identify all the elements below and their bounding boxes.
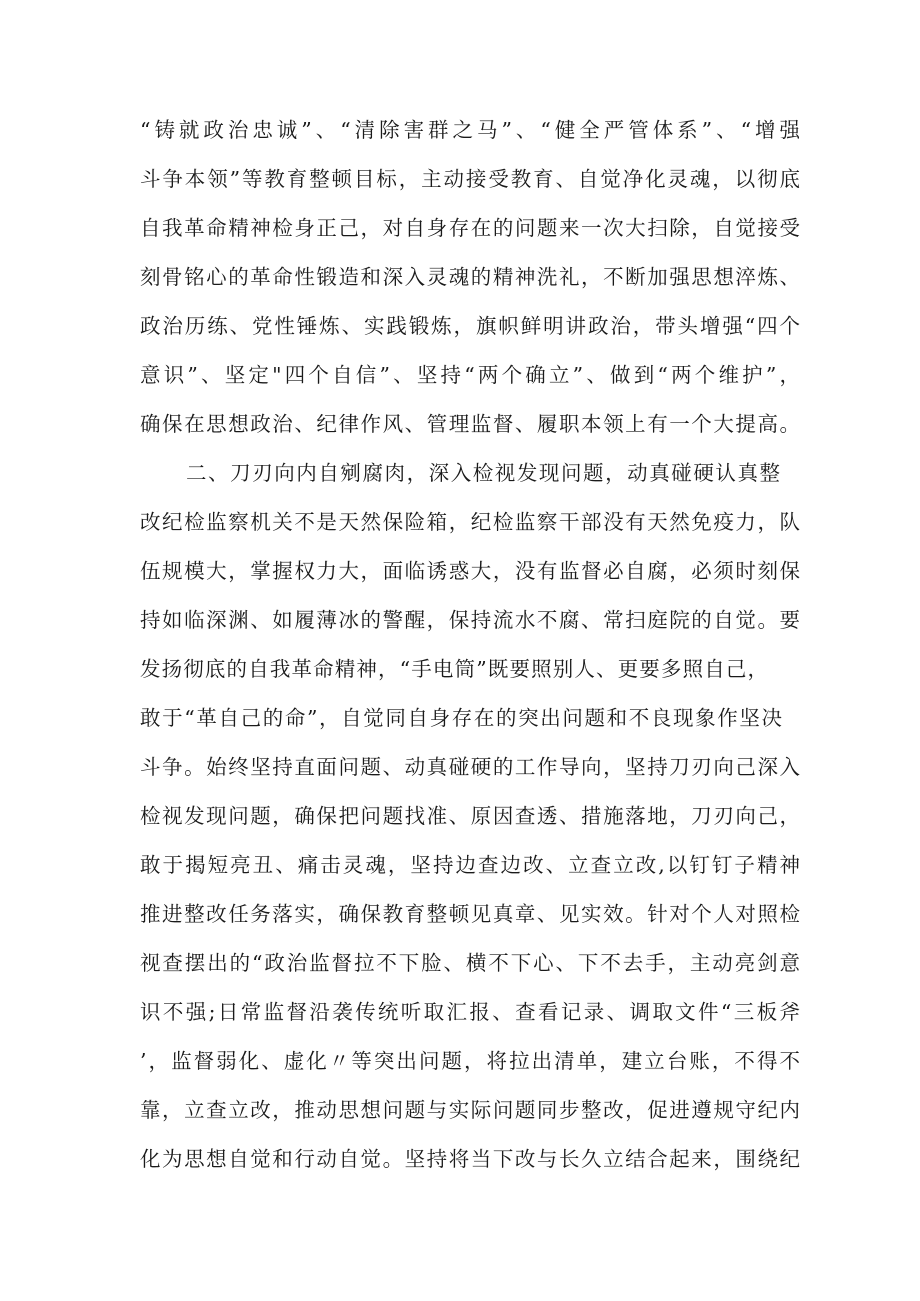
text-line: 确保在思想政治、纪律作风、管理监督、履职本领上有一个大提高。 [140,412,800,436]
text-line: 发扬彻底的自我革命精神，“手电筒”既要照别人、更要多照自己， [140,657,768,681]
text-line: 改纪检监察机关不是天然保险箱，纪检监察干部没有天然免疫力，队 [140,510,800,534]
text-line: 视查摆出的“政治监督拉不下脸、横不下心、下不去手，主动亮剑意 [140,951,800,975]
text-line: 意识”、坚定"四个自信”、坚持“两个确立”、做到“两个维护”， [140,363,800,387]
text-line: 刻骨铭心的革命性锻造和深入灵魂的精神洗礼，不断加强思想淬炼、 [140,265,800,289]
section-heading-line: 二、刀刃向内自剜腐肉，深入检视发现问题，动真碰硬认真整 [186,461,780,485]
text-line: 靠，立查立改，推动思想问题与实际问题同步整改，促进遵规守纪内 [140,1098,800,1122]
text-line: 自我革命精神检身正己，对自身存在的问题来一次大扫除，自觉接受 [140,216,800,240]
text-line: 伍规模大，掌握权力大，面临诱惑大，没有监督必自腐，必须时刻保 [140,559,800,583]
text-line: 检视发现问题，确保把问题找准、原因查透、措施落地，刀刃向己， [140,804,800,828]
text-line: 敢于“革自己的命”，自觉同自身存在的突出问题和不良现象作坚决 [140,706,782,730]
text-line: 斗争。始终坚持直面问题、动真碰硬的工作导向，坚持刀刃向己深入 [140,755,800,779]
text-line: 识不强;日常监督沿袭传统听取汇报、查看记录、调取文件“三板斧 [140,1000,800,1024]
text-line: 政治历练、党性锤炼、实践锻炼，旗帜鲜明讲政治，带头增强“四个 [140,314,800,338]
text-line: “铸就政治忠诚”、“清除害群之马”、“健全严管体系”、“增强 [140,118,800,142]
text-line: 敢于揭短亮丑、痛击灵魂，坚持边查边改、立查立改,以钉钉子精神 [140,853,800,877]
text-line: 推进整改任务落实，确保教育整顿见真章、见实效。针对个人对照检 [140,902,800,926]
text-line: 化为思想自觉和行动自觉。坚持将当下改与长久立结合起来，围绕纪 [140,1147,800,1171]
text-line: 斗争本领”等教育整顿目标，主动接受教育、自觉净化灵魂，以彻底 [140,167,800,191]
text-line: 持如临深渊、如履薄冰的警醒，保持流水不腐、常扫庭院的自觉。要 [140,608,800,632]
text-line: ’，监督弱化、虚化〃等突出问题，将拉出清单，建立台账，不得不 [140,1049,800,1073]
